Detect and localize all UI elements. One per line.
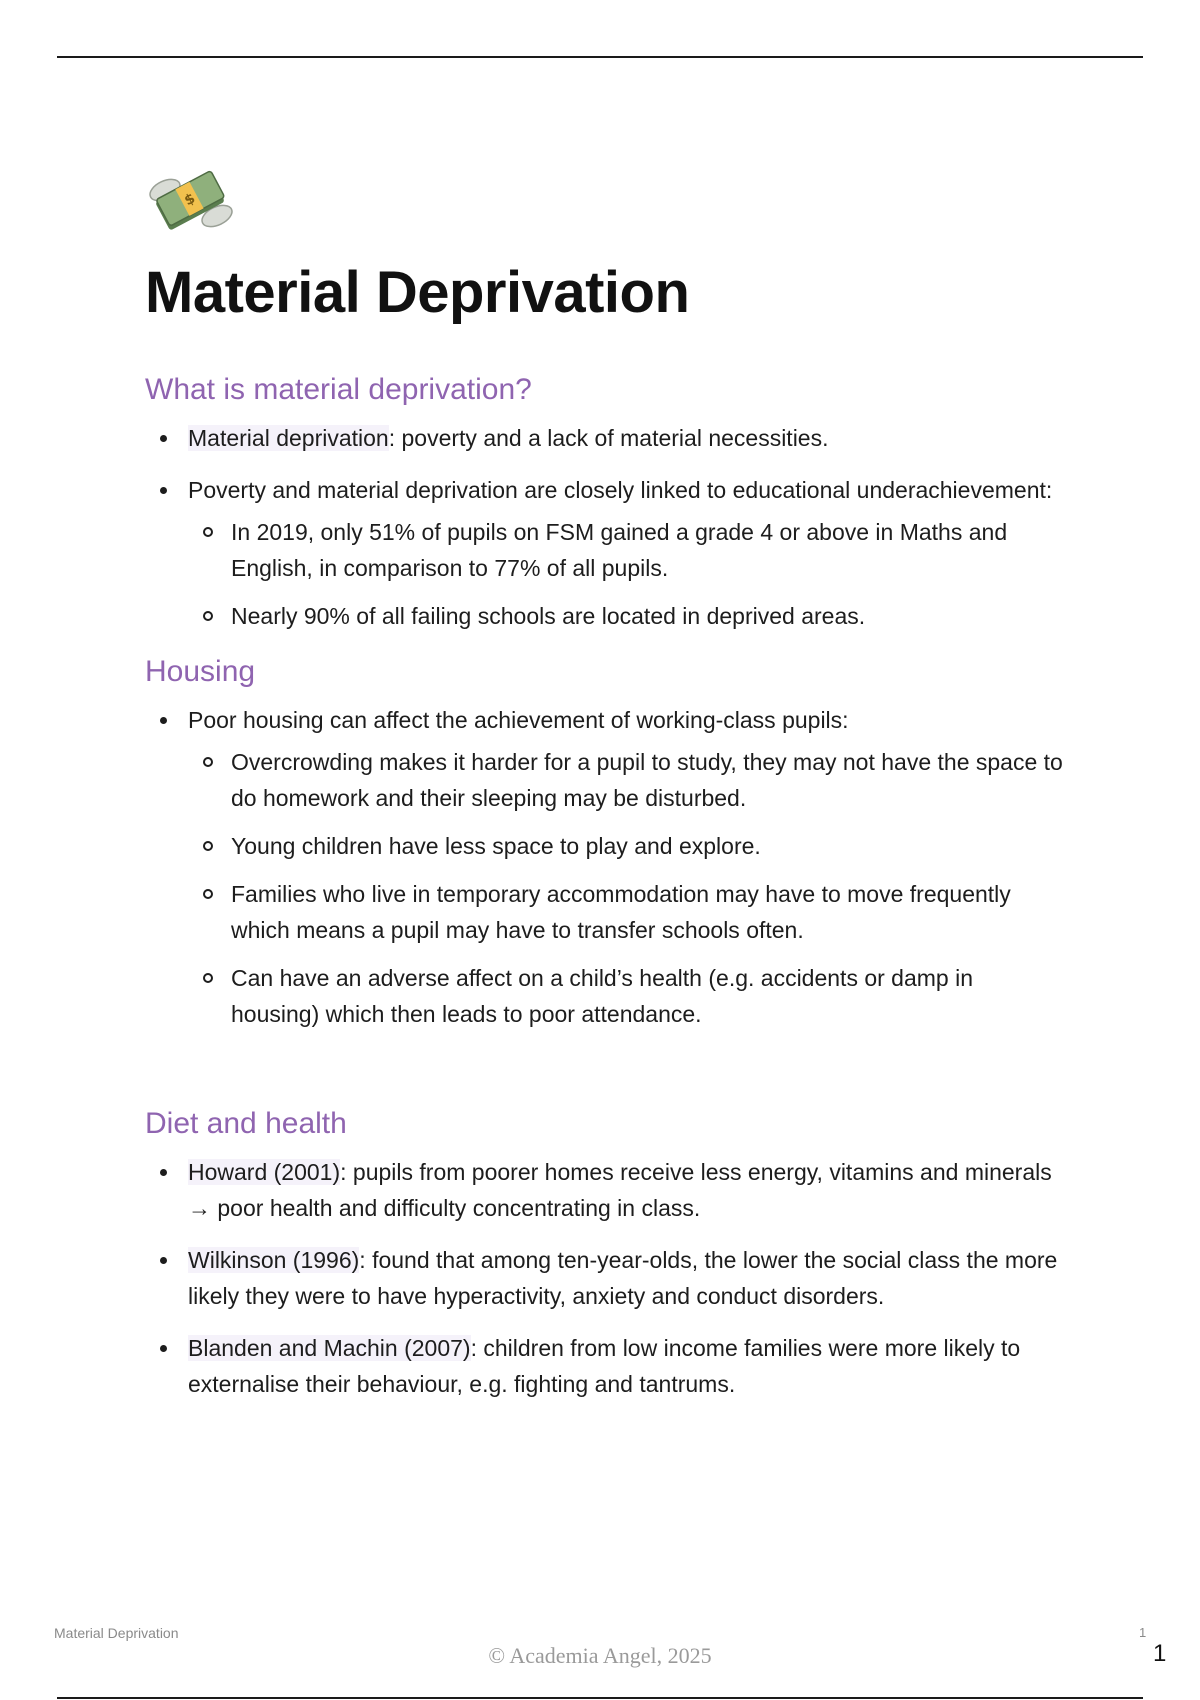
list-item — [145, 1330, 1065, 1402]
term: Material deprivation — [188, 425, 389, 451]
term: Wilkinson (1996) — [188, 1247, 360, 1273]
footer-doc-name: Material Deprivation — [54, 1625, 179, 1641]
sub-list — [188, 744, 1065, 1032]
section-heading: What is material deprivation? — [145, 373, 532, 406]
bullet-list — [145, 1154, 1065, 1402]
item-text: Poor housing can affect the achievement of working-class pupils: — [188, 707, 849, 733]
svg-text:$: $ — [181, 190, 199, 210]
section-heading: Housing — [145, 655, 256, 688]
list-item — [145, 702, 1065, 1032]
sub-list-item: Families who live in temporary accommodation may have to move frequently which means a pupil may have to transfer schools often. — [188, 876, 1065, 948]
footer-page-number-small: 1 — [1139, 1625, 1147, 1640]
list-item — [145, 1242, 1065, 1314]
term: Blanden and Machin (2007) — [188, 1335, 471, 1361]
page-title: Material Deprivation — [145, 260, 690, 325]
term: Howard (2001) — [188, 1159, 341, 1185]
item-text: Poverty and material deprivation are closely linked to educational underachievement: — [188, 477, 1053, 503]
sub-list-item: Nearly 90% of all failing schools are located in deprived areas. — [188, 598, 1065, 634]
sub-list-item: Can have an adverse affect on a child’s health (e.g. accidents or damp in housing) which then leads to poor attendance. — [188, 960, 1065, 1032]
footer-copyright: © Academia Angel, 2025 — [488, 1643, 712, 1668]
bullet-list — [145, 420, 1065, 634]
list-item — [145, 420, 1065, 456]
list-item — [145, 472, 1065, 634]
page-content — [145, 160, 1065, 1402]
sub-list-item: In 2019, only 51% of pupils on FSM gained a grade 4 or above in Maths and English, in comparison to 77% of all pupils. — [188, 514, 1065, 586]
page-number: 1 — [1153, 1640, 1167, 1667]
item-text: : poverty and a lack of material necessities. — [388, 425, 829, 451]
sub-list-item: Young children have less space to play and explore. — [188, 828, 1065, 864]
bottom-rule — [57, 1697, 1143, 1699]
item-text: : children from low income families were more likely to externalise their behaviour, e.g. fighting and tantrums. — [188, 1335, 1021, 1397]
section-heading: Diet and health — [145, 1107, 347, 1140]
item-text: : found that among ten-year-olds, the lower the social class the more likely they were to have hyperactivity, anxiety and conduct disorders. — [188, 1247, 1058, 1309]
list-item — [145, 1154, 1065, 1226]
sub-list-item: Overcrowding makes it harder for a pupil to study, they may not have the space to do homework and their sleeping may be disturbed. — [188, 744, 1065, 816]
item-text: : pupils from poorer homes receive less energy, vitamins and minerals → poor health and difficulty concentrating in class. — [188, 1159, 1052, 1221]
top-rule — [57, 56, 1143, 58]
sub-list — [188, 514, 1065, 634]
bullet-list — [145, 702, 1065, 1032]
money-with-wings-icon — [145, 160, 235, 240]
